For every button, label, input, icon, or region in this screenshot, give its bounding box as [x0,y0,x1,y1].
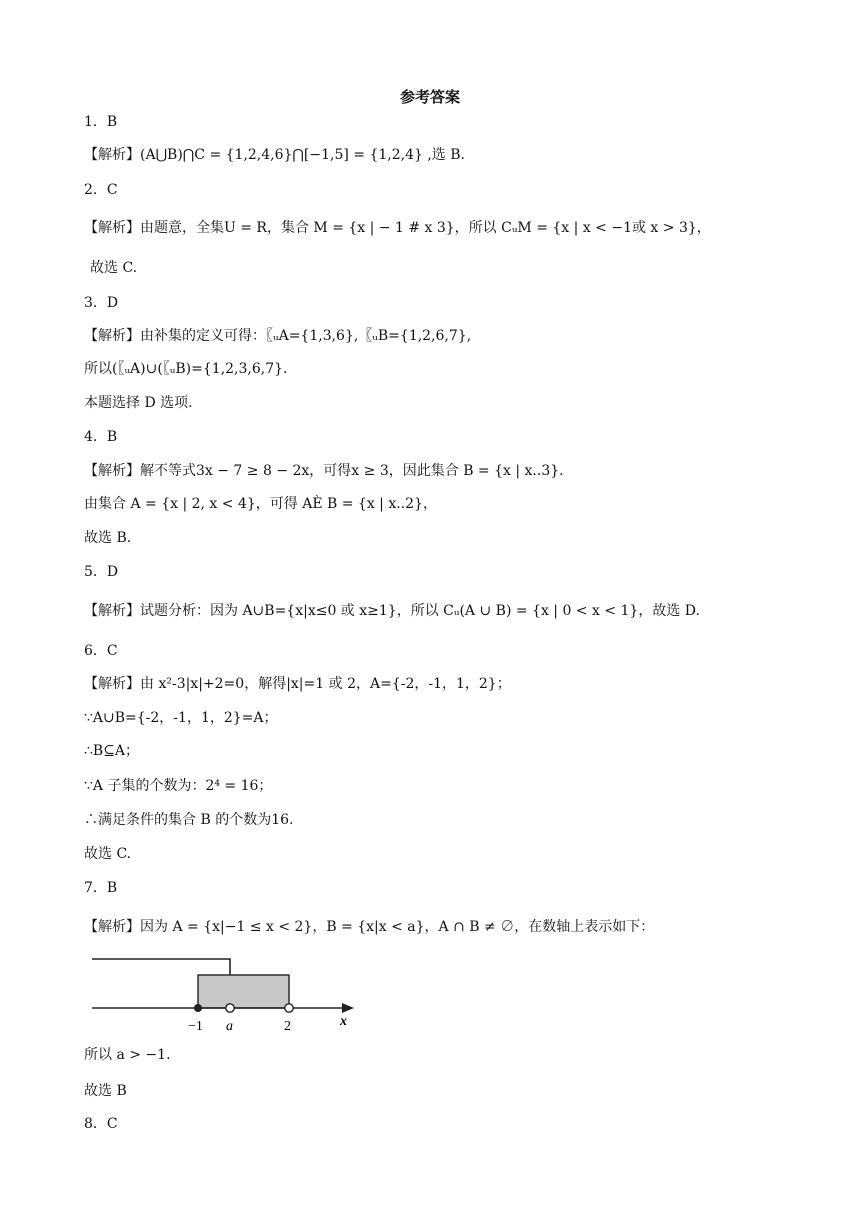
answer-number: 2．C [84,182,118,198]
answer-number: 1．B [84,114,118,130]
point-minus-one [194,1004,202,1012]
analysis-text: 故选 C. [90,260,138,276]
page-title: 参考答案 [399,88,460,106]
analysis-text: 【解析】由 x²-3|x|+2=0，解得|x|=1 或 2，A={-2，-1，1，2}； [84,676,511,692]
analysis-text: 【解析】因为 A = {x|−1 ≤ x < 2}，B = {x|x < a}，A ∩ B ≠ ∅，在数轴上表示如下： [84,919,655,935]
analysis-text: 故选 C. [84,846,132,862]
set-a-region [198,975,289,1008]
tick-label-two: 2 [284,1019,291,1034]
analysis-text: 本题选择 D 选项. [84,395,193,411]
analysis-text: ∵A∪B={-2，-1，1，2}=A； [84,710,278,726]
answer-number: 6．C [84,643,118,659]
analysis-text: ∵A 子集的个数为：2⁴ = 16； [84,778,273,794]
analysis-text: 【解析】解不等式3x − 7 ≥ 8 − 2x，可得x ≥ 3，因此集合 B = {x | x..3}. [84,463,564,479]
tick-label-a: a [226,1019,233,1034]
analysis-text: 【解析】由题意，全集U = R，集合 M = {x | − 1 # x 3}，所以 CᵤM = {x | x < −1或 x > 3}， [84,220,711,236]
axis-label-x: x [340,1014,347,1029]
axis-arrow [342,1003,354,1013]
answer-number: 5．D [84,564,119,580]
answer-number: 3．D [84,295,119,311]
analysis-text: ∴B⊆A； [84,743,140,759]
analysis-text: 故选 B. [84,530,132,546]
analysis-text: 故选 B [84,1083,127,1099]
point-a [226,1004,234,1012]
analysis-text: 所以 a > −1. [84,1047,171,1063]
point-two [285,1004,293,1012]
answer-number: 8．C [84,1116,118,1132]
analysis-text: 【解析】试题分析：因为 A∪B={x|x≤0 或 x≥1}，所以 Cᵤ(A ∪ B) = {x | 0 < x < 1}，故选 D. [84,603,700,619]
tick-label-minus-one: −1 [188,1019,203,1034]
analysis-text: ∴满足条件的集合 B 的个数为16. [84,812,294,828]
analysis-text: 由集合 A = {x | 2, x < 4}，可得 AÈ B = {x | x..2}， [84,496,437,512]
analysis-text: 所以(〖ᵤA)∪(〖ᵤB)={1,2,3,6,7}. [84,361,288,377]
answer-number: 4．B [84,429,118,445]
analysis-text: 【解析】(A⋃B)⋂C = {1,2,4,6}⋂[−1,5] = {1,2,4} ,选 B. [84,147,465,163]
number-line-figure [84,950,374,1040]
answer-number: 7．B [84,880,118,896]
analysis-text: 【解析】由补集的定义可得：〖ᵤA={1,3,6},〖ᵤB={1,2,6,7}, [84,328,472,344]
